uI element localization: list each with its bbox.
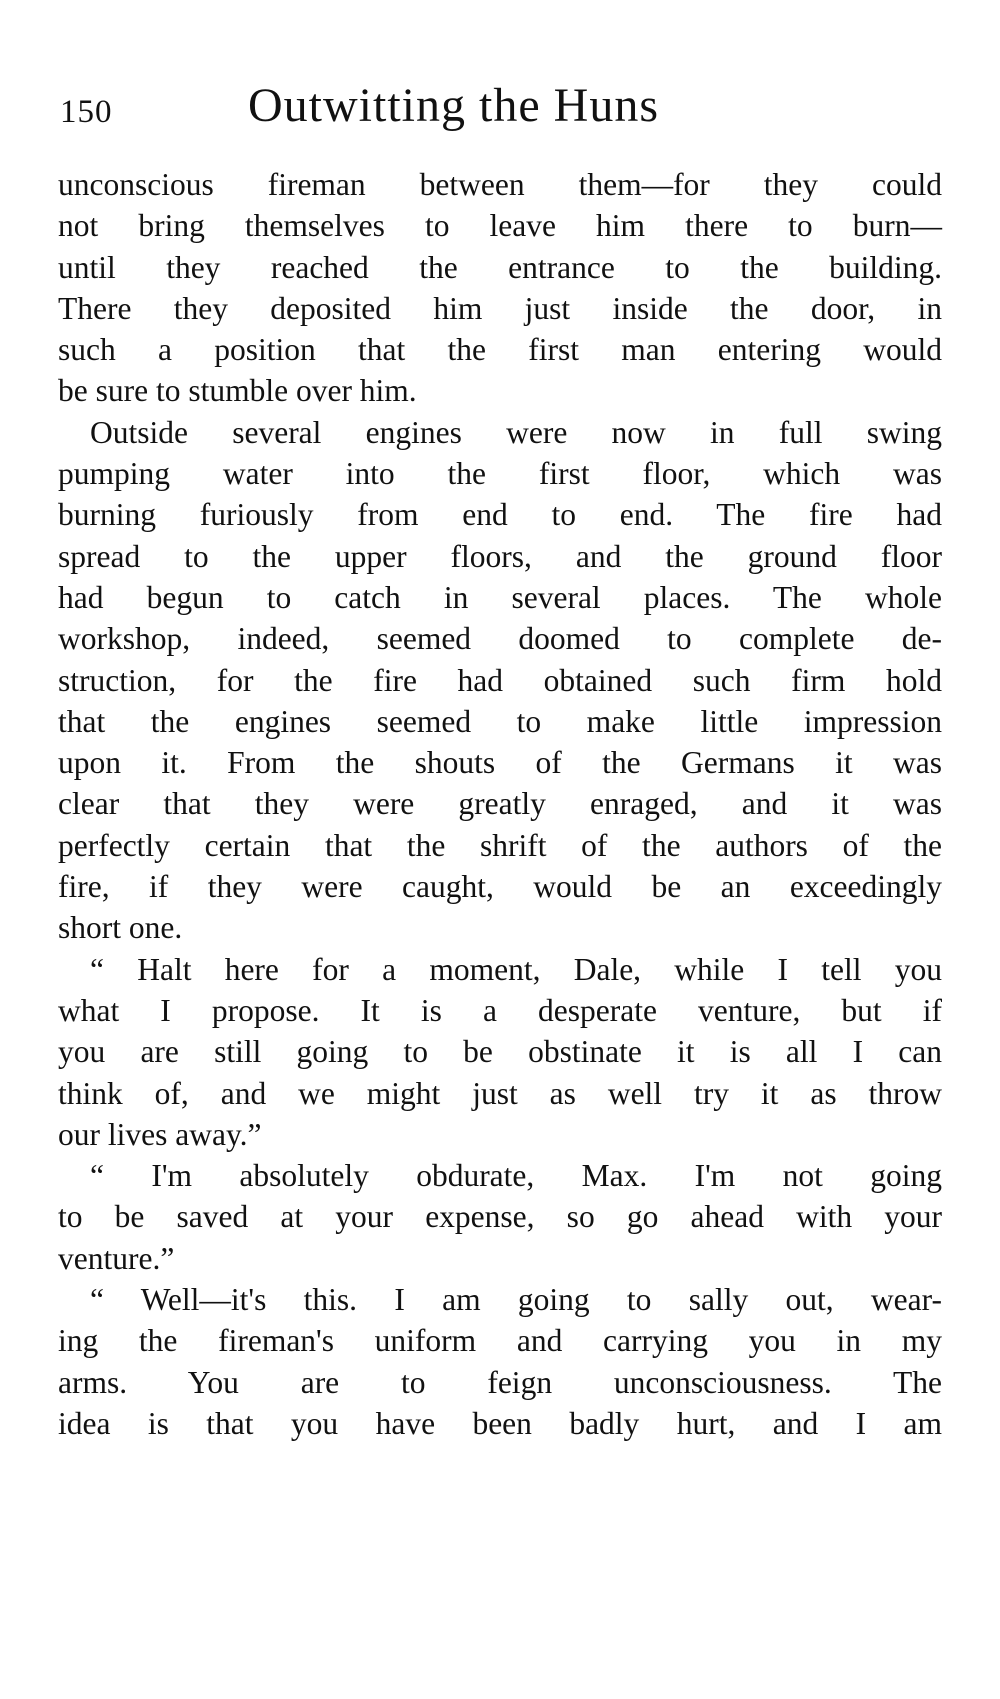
text-line: fire, if they were caught, would be an exceedingly bbox=[58, 869, 942, 905]
text-line: had begun to catch in several places. The whole bbox=[58, 579, 942, 615]
text-line: that the engines seemed to make little impression bbox=[58, 703, 942, 739]
text-line: “ I'm absolutely obdurate, Max. I'm not going bbox=[90, 1158, 942, 1194]
page-number: 150 bbox=[60, 94, 113, 130]
text-line: to be saved at your expense, so go ahead with your bbox=[58, 1199, 942, 1235]
text-line: “ Halt here for a moment, Dale, while I tell you bbox=[90, 951, 942, 987]
text-line: perfectly certain that the shrift of the authors of the bbox=[58, 827, 942, 863]
text-line: Outside several engines were now in full swing bbox=[90, 414, 942, 450]
text-line: you are still going to be obstinate it is all I can bbox=[58, 1034, 942, 1070]
text-line: what I propose. It is a desperate venture, but if bbox=[58, 992, 942, 1028]
text-line: upon it. From the shouts of the Germans it was bbox=[58, 745, 942, 781]
text-line: venture.” bbox=[58, 1240, 175, 1276]
text-line: pumping water into the first floor, which was bbox=[58, 456, 942, 492]
text-line: ing the fireman's uniform and carrying you in my bbox=[58, 1323, 942, 1359]
text-line: spread to the upper floors, and the ground floor bbox=[58, 538, 942, 574]
text-line: think of, and we might just as well try it as throw bbox=[58, 1075, 942, 1111]
text-line: clear that they were greatly enraged, and it was bbox=[58, 786, 942, 822]
text-line: such a position that the first man entering would bbox=[58, 332, 942, 368]
body-text bbox=[58, 164, 942, 1444]
text-line: idea is that you have been badly hurt, and I am bbox=[58, 1405, 942, 1441]
page-header bbox=[58, 78, 938, 148]
text-line: until they reached the entrance to the building. bbox=[58, 249, 942, 285]
text-line: burning furiously from end to end. The fire had bbox=[58, 497, 942, 533]
text-line: not bring themselves to leave him there to burn— bbox=[58, 208, 942, 244]
text-line: workshop, indeed, seemed doomed to complete de- bbox=[58, 621, 942, 657]
text-line: “ Well—it's this. I am going to sally out, wear- bbox=[90, 1282, 942, 1318]
text-line: short one. bbox=[58, 910, 183, 946]
text-line: struction, for the fire had obtained such firm hold bbox=[58, 662, 942, 698]
text-line: be sure to stumble over him. bbox=[58, 373, 417, 409]
text-line: There they deposited him just inside the door, in bbox=[58, 290, 942, 326]
running-title: Outwitting the Huns bbox=[248, 79, 659, 132]
text-line: arms. You are to feign unconsciousness. The bbox=[58, 1364, 942, 1400]
text-line: our lives away.” bbox=[58, 1116, 262, 1152]
text-line: unconscious fireman between them—for they could bbox=[58, 167, 942, 202]
